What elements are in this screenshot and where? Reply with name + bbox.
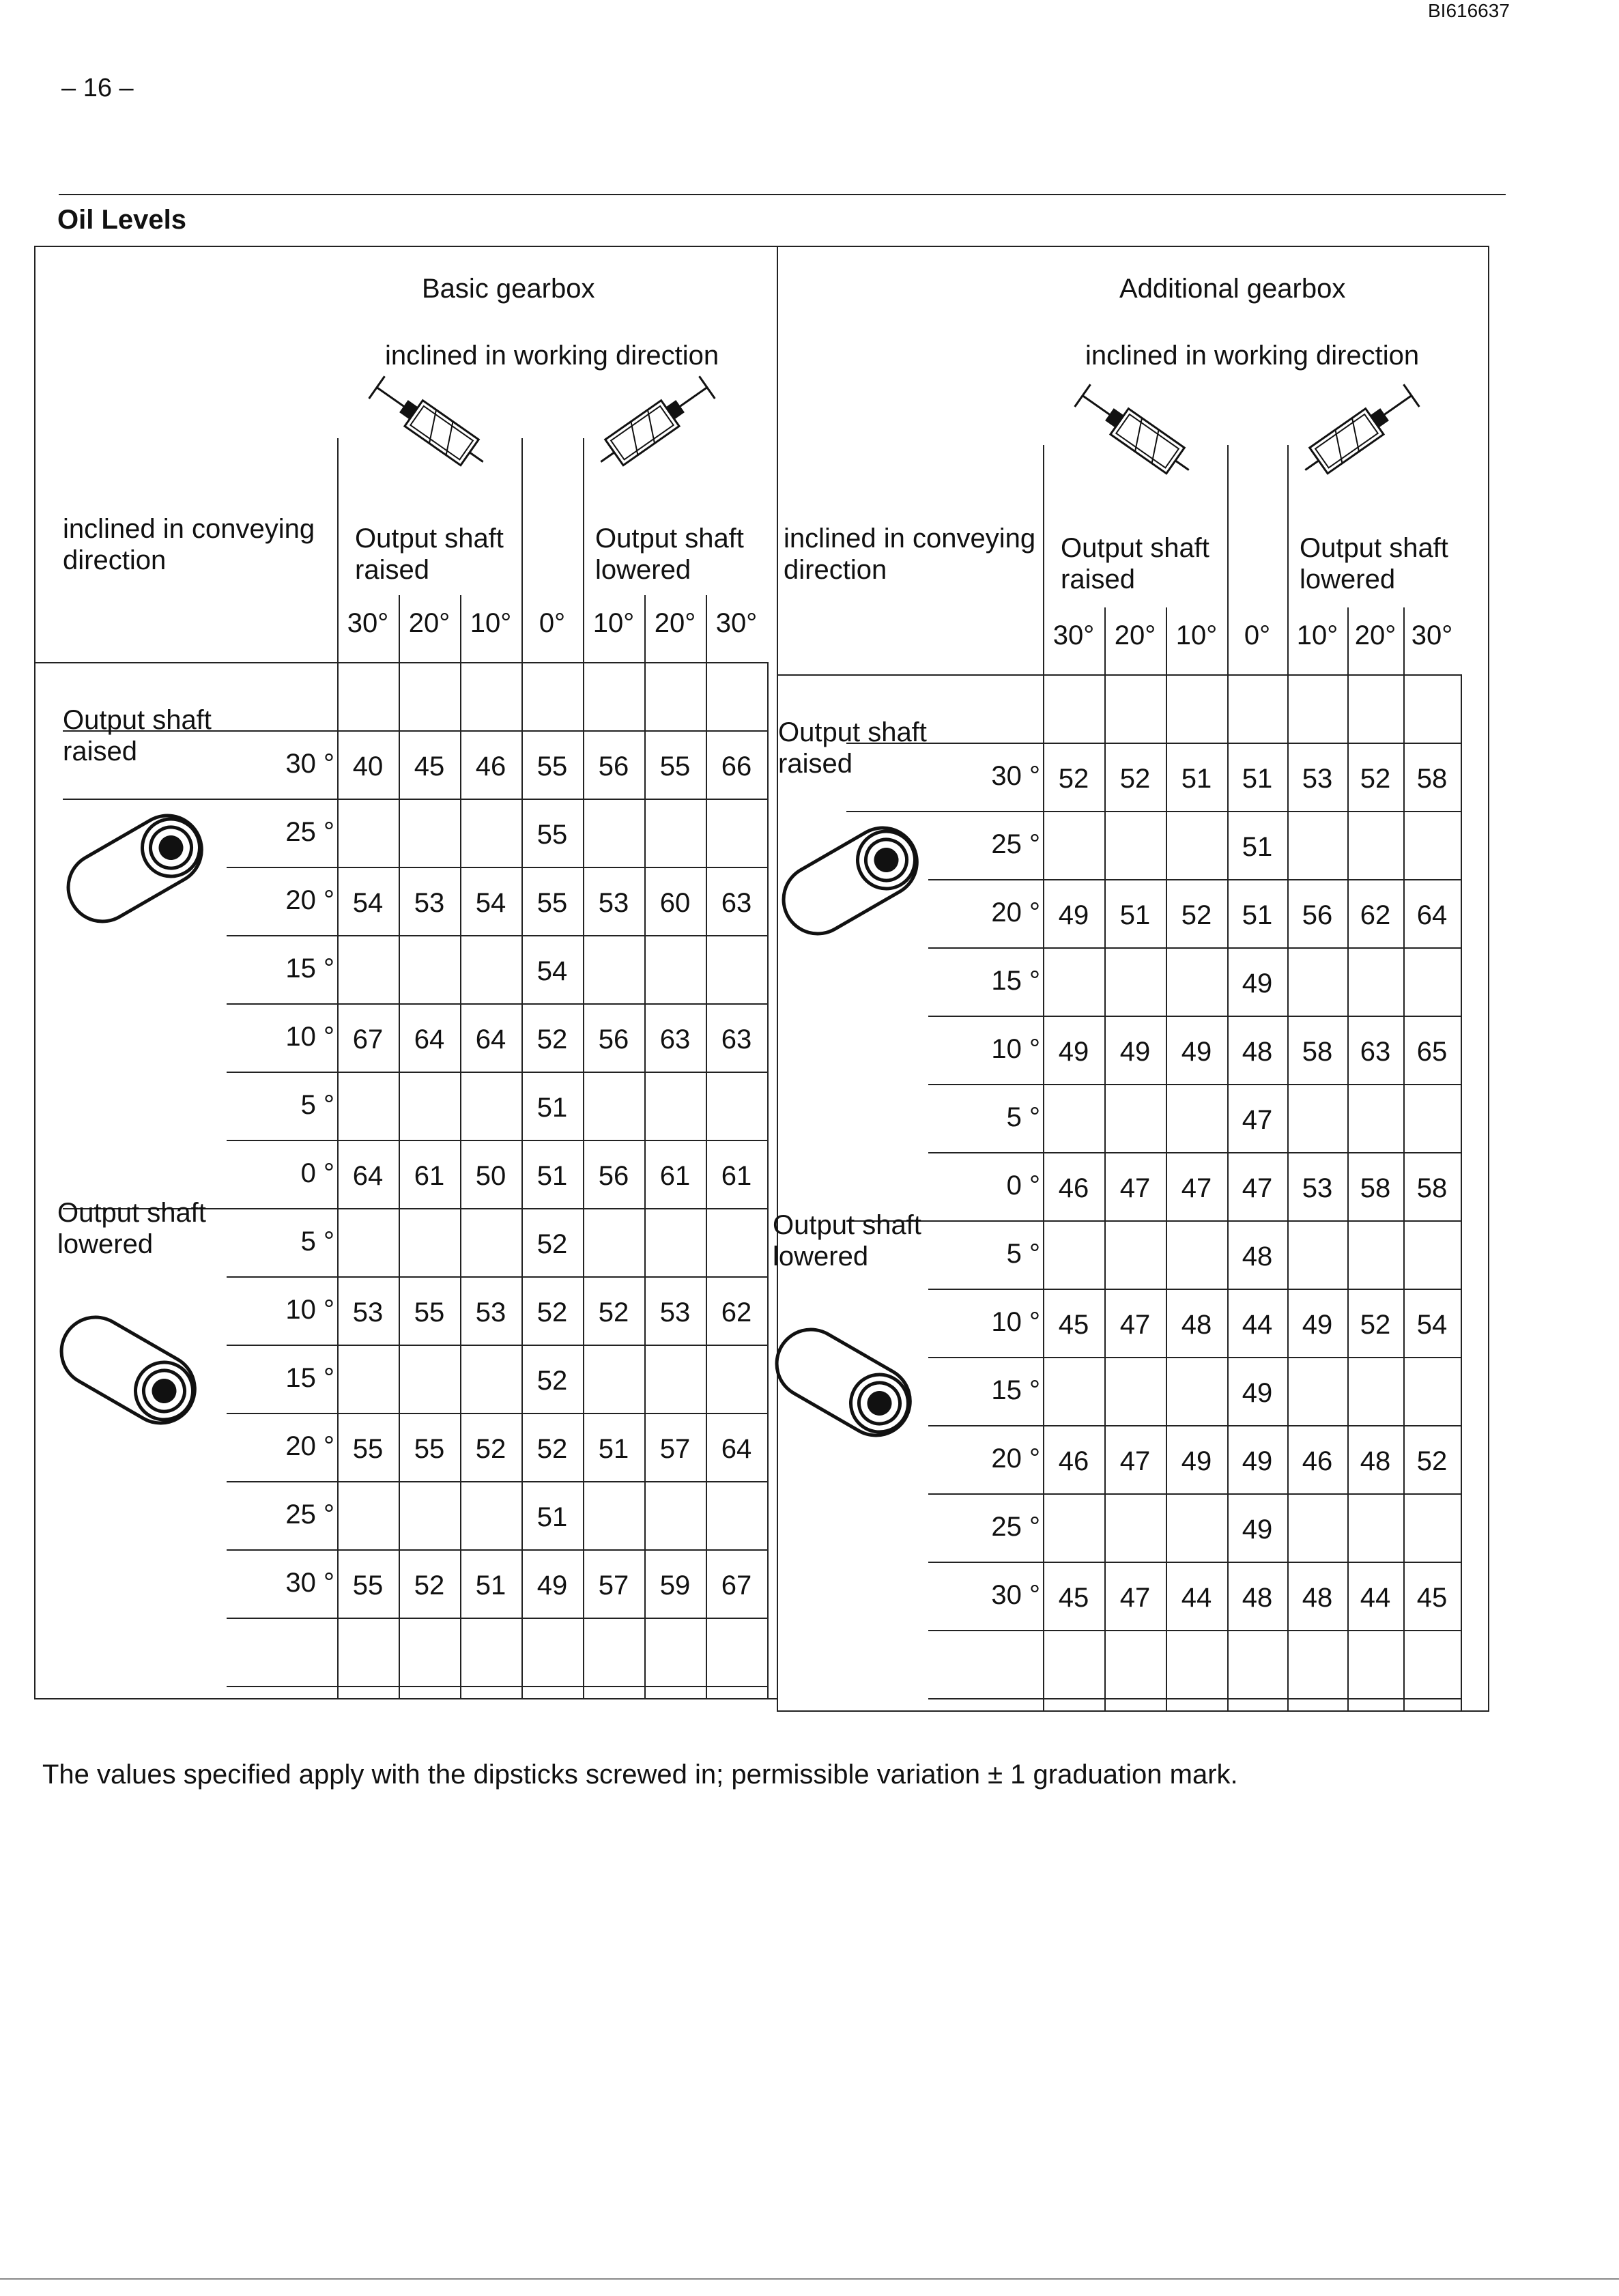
additional-col-angle-label: 20° — [1354, 620, 1396, 650]
additional-cell-value: 52 — [1058, 764, 1089, 794]
basic-cell-value — [583, 1211, 644, 1278]
additional-cell-value: 56 — [1302, 900, 1333, 930]
basic-cell-value — [644, 1211, 706, 1278]
additional-row-angle: 15 ° — [991, 966, 1040, 996]
additional-cell-value: 46 — [1058, 1173, 1089, 1203]
additional-row-group-lowered: Output shaft lowered — [773, 1210, 921, 1272]
additional-cell-value — [1104, 1360, 1166, 1426]
additional-row-angle: 10 ° — [991, 1034, 1040, 1064]
basic-cell-value — [337, 1347, 399, 1414]
additional-cell-value — [1166, 1087, 1227, 1153]
additional-cell-value: 47 — [1242, 1105, 1273, 1135]
additional-cell-value: 48 — [1242, 1583, 1273, 1613]
basic-row-angle: 10 ° — [285, 1022, 334, 1052]
basic-cell-value: 63 — [721, 1024, 752, 1054]
additional-cell-value: 46 — [1302, 1446, 1333, 1476]
additional-cell-value — [1043, 950, 1104, 1017]
basic-cell-value: 63 — [659, 1024, 691, 1054]
document-id: BI616637 — [1428, 0, 1510, 21]
basic-cell-value — [644, 1484, 706, 1551]
basic-cell-value — [583, 938, 644, 1005]
additional-cell-value: 47 — [1119, 1583, 1151, 1613]
additional-cell-value: 47 — [1119, 1446, 1151, 1476]
additional-body-col-line — [1461, 674, 1462, 1710]
basic-cell-value — [644, 938, 706, 1005]
basic-row-angle: 5 ° — [300, 1226, 334, 1257]
additional-cell-value: 47 — [1242, 1173, 1273, 1203]
additional-cell-value — [1403, 1360, 1461, 1426]
additional-cell-value: 49 — [1242, 1515, 1273, 1545]
footnote: The values specified apply with the dipsticks screwed in; permissible variation ± 1 graduation mark. — [42, 1760, 1238, 1790]
additional-cell-value: 58 — [1416, 764, 1448, 794]
additional-cell-value: 48 — [1302, 1583, 1333, 1613]
basic-row-angle: 25 ° — [285, 817, 334, 847]
basic-cell-value — [399, 1074, 460, 1141]
basic-col-angle-label: 20° — [408, 608, 450, 638]
additional-pulley-raised-icon — [771, 818, 935, 941]
basic-conveying-label: inclined in conveying direction — [63, 514, 315, 575]
basic-cell-value — [583, 1074, 644, 1141]
additional-header-bottom — [778, 674, 1461, 676]
basic-cell-value — [460, 801, 521, 868]
additional-cell-value — [1287, 814, 1347, 880]
basic-cell-value — [337, 1211, 399, 1278]
additional-cell-value — [1166, 950, 1227, 1017]
basic-cell-value — [706, 1484, 767, 1551]
additional-cell-value — [1104, 1223, 1166, 1290]
additional-gearbox-raised-icon — [1063, 377, 1214, 493]
basic-pulley-raised-icon — [56, 805, 220, 928]
basic-col-angle-label: 10° — [592, 608, 635, 638]
additional-cell-value: 51 — [1242, 900, 1273, 930]
basic-row-angle: 30 ° — [285, 749, 334, 779]
additional-cell-value: 62 — [1360, 900, 1391, 930]
basic-cell-value — [583, 801, 644, 868]
additional-cell-value — [1104, 1087, 1166, 1153]
additional-cell-value — [1104, 814, 1166, 880]
additional-cell-value — [1347, 1087, 1403, 1153]
basic-cell-value: 51 — [598, 1434, 629, 1464]
basic-cell-value: 55 — [659, 751, 691, 781]
basic-cell-value — [644, 801, 706, 868]
additional-cell-value: 49 — [1119, 1037, 1151, 1067]
basic-row-rule — [227, 1686, 767, 1687]
additional-cell-value — [1403, 950, 1461, 1017]
additional-cell-value — [1043, 1360, 1104, 1426]
additional-cell-value — [1347, 814, 1403, 880]
additional-cell-value — [1166, 1496, 1227, 1563]
basic-cell-value — [337, 1074, 399, 1141]
basic-row-group-lowered: Output shaft lowered — [57, 1198, 206, 1259]
basic-row-angle: 15 ° — [285, 1363, 334, 1393]
additional-cell-value: 53 — [1302, 764, 1333, 794]
basic-cell-value: 52 — [414, 1570, 445, 1601]
basic-cell-value: 54 — [352, 888, 384, 918]
basic-cell-value: 46 — [475, 751, 506, 781]
basic-cell-value — [644, 1074, 706, 1141]
basic-cell-value — [460, 938, 521, 1005]
additional-cell-value: 49 — [1242, 1446, 1273, 1476]
additional-cell-value: 51 — [1242, 764, 1273, 794]
additional-cell-value: 44 — [1360, 1583, 1391, 1613]
additional-cell-value: 58 — [1302, 1037, 1333, 1067]
basic-cell-value: 40 — [352, 751, 384, 781]
page-number: – 16 – — [61, 74, 134, 102]
basic-cell-value: 55 — [352, 1434, 384, 1464]
additional-cell-value — [1104, 950, 1166, 1017]
basic-cell-value: 61 — [721, 1161, 752, 1191]
basic-cell-value: 61 — [414, 1161, 445, 1191]
header-rule — [59, 194, 1506, 195]
additional-cell-value — [1347, 1496, 1403, 1563]
additional-cell-value — [1347, 950, 1403, 1017]
additional-col-angle-label: 0° — [1244, 620, 1271, 650]
additional-row-group-raised: Output shaft raised — [778, 717, 927, 779]
basic-cell-value: 60 — [659, 888, 691, 918]
additional-cell-value: 52 — [1416, 1446, 1448, 1476]
additional-cell-value: 49 — [1302, 1310, 1333, 1340]
basic-cell-value: 56 — [598, 751, 629, 781]
basic-row-angle: 20 ° — [285, 1431, 334, 1461]
basic-cell-value: 51 — [536, 1502, 568, 1532]
additional-cell-value: 58 — [1416, 1173, 1448, 1203]
basic-row-angle: 5 ° — [300, 1090, 334, 1120]
additional-cell-value — [1403, 1087, 1461, 1153]
basic-col-angle-label: 30° — [347, 608, 389, 638]
additional-col-angle-label: 10° — [1175, 620, 1218, 650]
additional-col-angle-label: 30° — [1052, 620, 1095, 650]
additional-pulley-lowered-icon — [764, 1323, 928, 1446]
additional-raised-header: Output shaft raised — [1061, 533, 1209, 594]
additional-cell-value: 45 — [1058, 1310, 1089, 1340]
basic-cell-value: 64 — [721, 1434, 752, 1464]
additional-cell-value — [1403, 1496, 1461, 1563]
basic-cell-value: 55 — [536, 888, 568, 918]
basic-cell-value: 52 — [598, 1297, 629, 1328]
basic-cell-value: 67 — [721, 1570, 752, 1601]
additional-row-angle: 20 ° — [991, 1444, 1040, 1474]
additional-row-angle: 5 ° — [1006, 1102, 1040, 1132]
section-heading: Oil Levels — [57, 205, 186, 235]
additional-cell-value: 45 — [1416, 1583, 1448, 1613]
additional-cell-value — [1287, 1496, 1347, 1563]
basic-cell-value — [644, 1347, 706, 1414]
basic-col-angle-label: 10° — [470, 608, 512, 638]
additional-cell-value — [1347, 1360, 1403, 1426]
additional-cell-value: 49 — [1181, 1446, 1212, 1476]
basic-cell-value: 49 — [536, 1570, 568, 1601]
basic-row-angle: 15 ° — [285, 953, 334, 984]
basic-gearbox-table — [34, 246, 778, 1699]
basic-cell-value — [706, 1347, 767, 1414]
basic-cell-value: 64 — [352, 1161, 384, 1191]
basic-cell-value: 57 — [598, 1570, 629, 1601]
additional-cell-value — [1403, 814, 1461, 880]
additional-conveying-label: inclined in conveying direction — [784, 523, 1036, 585]
basic-cell-value: 51 — [475, 1570, 506, 1601]
basic-cell-value: 64 — [475, 1024, 506, 1054]
basic-cell-value — [399, 801, 460, 868]
additional-cell-value: 51 — [1119, 900, 1151, 930]
additional-col-angle-label: 30° — [1411, 620, 1453, 650]
additional-cell-value — [1043, 1223, 1104, 1290]
basic-cell-value: 52 — [536, 1297, 568, 1328]
additional-cell-value: 47 — [1181, 1173, 1212, 1203]
basic-row-angle: 0 ° — [300, 1158, 334, 1188]
additional-row-angle: 5 ° — [1006, 1239, 1040, 1269]
additional-row-angle: 15 ° — [991, 1375, 1040, 1405]
additional-cell-value — [1166, 1223, 1227, 1290]
basic-subtitle: inclined in working direction — [385, 341, 719, 371]
additional-gearbox-table — [773, 246, 1489, 1712]
basic-cell-value: 52 — [475, 1434, 506, 1464]
additional-cell-value: 58 — [1360, 1173, 1391, 1203]
basic-header-bottom — [35, 662, 767, 663]
basic-cell-value: 52 — [536, 1366, 568, 1396]
basic-gearbox-lowered-icon — [576, 369, 726, 485]
basic-col-angle-label: 0° — [539, 608, 566, 638]
basic-cell-value: 52 — [536, 1434, 568, 1464]
basic-cell-value — [706, 801, 767, 868]
basic-gearbox-raised-icon — [358, 369, 508, 485]
basic-cell-value — [583, 1347, 644, 1414]
basic-cell-value: 53 — [414, 888, 445, 918]
additional-gearbox-lowered-icon — [1280, 377, 1431, 493]
additional-cell-value: 52 — [1360, 764, 1391, 794]
basic-cell-value: 59 — [659, 1570, 691, 1601]
additional-cell-value: 47 — [1119, 1310, 1151, 1340]
additional-cell-value: 49 — [1058, 900, 1089, 930]
basic-cell-value: 55 — [414, 1297, 445, 1328]
basic-pulley-lowered-icon — [49, 1310, 213, 1433]
basic-cell-value — [460, 1347, 521, 1414]
basic-cell-value: 55 — [536, 751, 568, 781]
basic-cell-value: 54 — [536, 956, 568, 986]
additional-subtitle: inclined in working direction — [1085, 341, 1420, 371]
additional-row-angle: 25 ° — [991, 829, 1040, 859]
basic-cell-value: 56 — [598, 1024, 629, 1054]
additional-cell-value — [1166, 1360, 1227, 1426]
additional-cell-value — [1043, 814, 1104, 880]
basic-col-angle-label: 20° — [654, 608, 696, 638]
additional-cell-value — [1104, 1496, 1166, 1563]
basic-cell-value — [460, 1074, 521, 1141]
additional-cell-value — [1403, 1223, 1461, 1290]
basic-cell-value — [399, 938, 460, 1005]
basic-lowered-header: Output shaft lowered — [595, 523, 744, 585]
additional-title: Additional gearbox — [1119, 274, 1346, 304]
basic-cell-value — [399, 1484, 460, 1551]
additional-cell-value — [1287, 950, 1347, 1017]
basic-cell-value — [337, 1484, 399, 1551]
basic-raised-header: Output shaft raised — [355, 523, 504, 585]
basic-row-angle: 30 ° — [285, 1568, 334, 1598]
additional-lowered-header: Output shaft lowered — [1300, 533, 1448, 594]
additional-cell-value: 52 — [1119, 764, 1151, 794]
basic-cell-value: 53 — [598, 888, 629, 918]
basic-row-angle: 20 ° — [285, 885, 334, 915]
basic-row-angle: 25 ° — [285, 1499, 334, 1530]
basic-title: Basic gearbox — [422, 274, 595, 304]
basic-cell-value — [337, 801, 399, 868]
basic-cell-value — [460, 1484, 521, 1551]
additional-cell-value: 52 — [1181, 900, 1212, 930]
additional-cell-value: 48 — [1242, 1242, 1273, 1272]
basic-cell-value: 54 — [475, 888, 506, 918]
additional-cell-value: 48 — [1360, 1446, 1391, 1476]
basic-cell-value — [337, 938, 399, 1005]
additional-cell-value: 63 — [1360, 1037, 1391, 1067]
additional-cell-value: 48 — [1242, 1037, 1273, 1067]
basic-cell-value: 62 — [721, 1297, 752, 1328]
basic-cell-value: 53 — [659, 1297, 691, 1328]
additional-cell-value — [1166, 814, 1227, 880]
additional-cell-value — [1043, 1087, 1104, 1153]
basic-row-angle: 10 ° — [285, 1295, 334, 1325]
additional-cell-value: 47 — [1119, 1173, 1151, 1203]
basic-cell-value: 52 — [536, 1024, 568, 1054]
additional-cell-value: 45 — [1058, 1583, 1089, 1613]
basic-cell-value: 51 — [536, 1161, 568, 1191]
basic-cell-value: 61 — [659, 1161, 691, 1191]
basic-cell-value — [706, 1211, 767, 1278]
basic-cell-value — [583, 1484, 644, 1551]
additional-cell-value: 46 — [1058, 1446, 1089, 1476]
additional-cell-value: 64 — [1416, 900, 1448, 930]
additional-cell-value: 44 — [1242, 1310, 1273, 1340]
basic-cell-value — [399, 1211, 460, 1278]
basic-cell-value — [706, 1074, 767, 1141]
additional-col-angle-label: 20° — [1114, 620, 1156, 650]
basic-cell-value: 55 — [536, 820, 568, 850]
basic-cell-value: 67 — [352, 1024, 384, 1054]
basic-cell-value: 51 — [536, 1093, 568, 1123]
additional-row-angle: 0 ° — [1006, 1171, 1040, 1201]
additional-cell-value — [1287, 1223, 1347, 1290]
additional-cell-value — [1287, 1360, 1347, 1426]
basic-col-angle-label: 30° — [715, 608, 758, 638]
additional-cell-value: 49 — [1181, 1037, 1212, 1067]
basic-cell-value: 50 — [475, 1161, 506, 1191]
additional-col-angle-label: 10° — [1296, 620, 1338, 650]
basic-cell-value: 45 — [414, 751, 445, 781]
additional-cell-value: 51 — [1242, 832, 1273, 862]
basic-cell-value: 52 — [536, 1229, 568, 1259]
basic-cell-value: 63 — [721, 888, 752, 918]
basic-cell-value — [706, 938, 767, 1005]
additional-row-angle: 10 ° — [991, 1307, 1040, 1337]
additional-cell-value: 65 — [1416, 1037, 1448, 1067]
additional-cell-value: 44 — [1181, 1583, 1212, 1613]
additional-cell-value: 49 — [1242, 968, 1273, 999]
additional-cell-value: 52 — [1360, 1310, 1391, 1340]
bottom-edge-line — [0, 2278, 1619, 2280]
basic-body-col-line — [767, 662, 769, 1698]
basic-cell-value: 56 — [598, 1161, 629, 1191]
basic-row-group-raised: Output shaft raised — [63, 705, 212, 766]
additional-cell-value: 49 — [1058, 1037, 1089, 1067]
additional-cell-value — [1347, 1223, 1403, 1290]
basic-cell-value: 53 — [352, 1297, 384, 1328]
basic-cell-value: 64 — [414, 1024, 445, 1054]
basic-cell-value: 66 — [721, 751, 752, 781]
additional-row-angle: 20 ° — [991, 898, 1040, 928]
additional-cell-value: 48 — [1181, 1310, 1212, 1340]
additional-cell-value: 54 — [1416, 1310, 1448, 1340]
additional-row-rule — [928, 1698, 1461, 1699]
additional-cell-value — [1287, 1087, 1347, 1153]
basic-cell-value: 53 — [475, 1297, 506, 1328]
basic-cell-value: 55 — [352, 1570, 384, 1601]
additional-cell-value: 49 — [1242, 1378, 1273, 1408]
additional-cell-value — [1043, 1496, 1104, 1563]
additional-row-angle: 25 ° — [991, 1512, 1040, 1542]
additional-row-angle: 30 ° — [991, 761, 1040, 791]
basic-cell-value: 55 — [414, 1434, 445, 1464]
additional-row-angle: 30 ° — [991, 1580, 1040, 1610]
basic-cell-value — [460, 1211, 521, 1278]
additional-cell-value: 53 — [1302, 1173, 1333, 1203]
additional-cell-value: 51 — [1181, 764, 1212, 794]
basic-cell-value: 57 — [659, 1434, 691, 1464]
basic-cell-value — [399, 1347, 460, 1414]
